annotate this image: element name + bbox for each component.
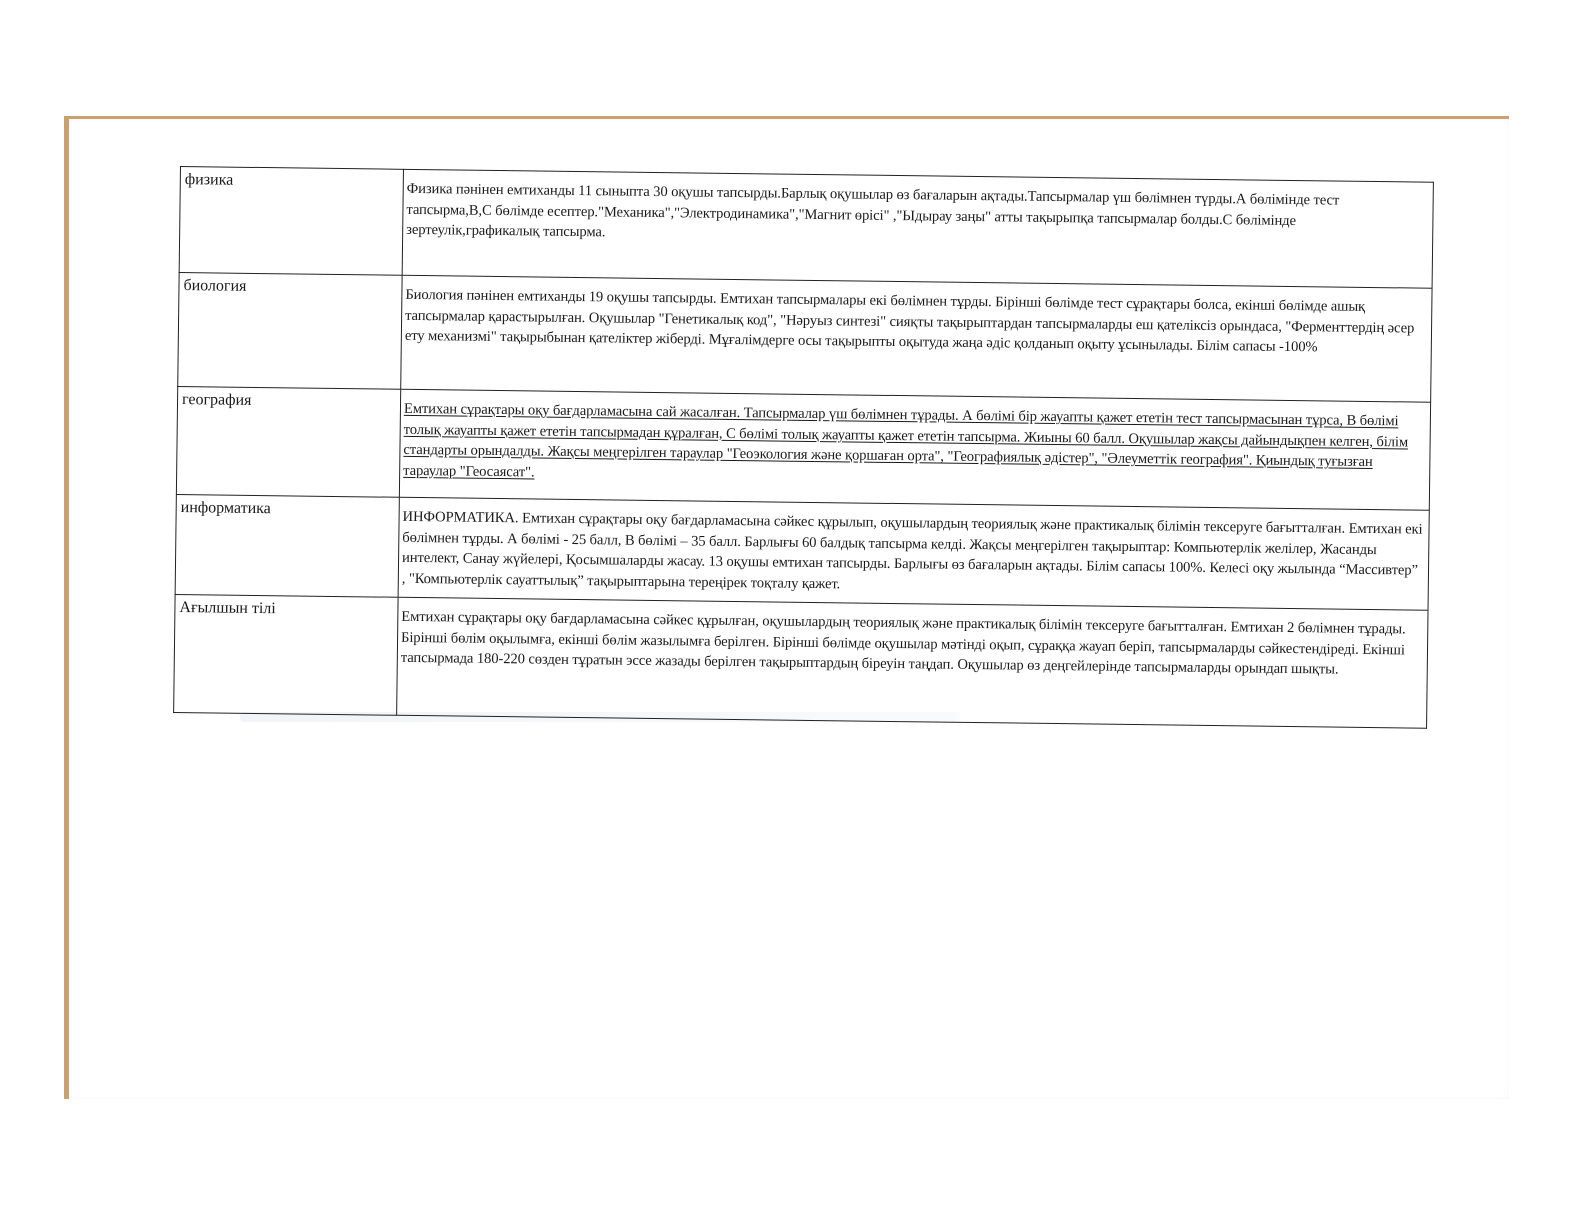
exam-results-table [173, 166, 1434, 729]
description-cell: ИНФОРМАТИКА. Емтихан сұрақтары оқу бағдарламасына сәйкес құрылып, оқушылардың теориялық және практикалық білімін тексеруге бағытталған. Емтихан екі бөлімнен тұрды. А бөлімі - 25 балл, В бөлімі – 35 балл. Барлығы 60 балдық тапсырма келді. Жақсы меңгерілген тақырыптар: Компьютерлік желілер, Жасанды интелект, Санау жүйелері, Қосымшаларды жасау. 13 оқушы емтихан тапсырды. Барлығы өз бағаларын ақтады. Білім сапасы 100%. Келесі оқу жылында “Массивтер” , "Компьютерлік сауаттылық” тақырыптарына тереңірек тоқталу қажет. [398, 497, 1429, 610]
table-row [174, 594, 1428, 728]
subject-cell: география [176, 386, 400, 497]
description-cell: Физика пәнінен емтиханды 11 сыныпта 30 оқушы тапсырды.Барлық оқушылар өз бағаларын ақтады.Тапсырмалар үш бөлімнен түрды.А бөлімінде тест тапсырма,В,С бөлімде есептер."Механика","Электродинамика","Магнит өрісі" ,"Ыдырау заңы" атты тақырыпқа тапсырмалар болды.С бөлімінде зертеулік,графикалық тапсырма. [402, 169, 1433, 288]
subject-cell: биология [178, 272, 402, 389]
description-cell: Емтихан сұрақтары оқу бағдарламасына сай жасалған. Тапсырмалар үш бөлімнен тұрады. А бөлімі бір жауапты қажет ететін тест тапсырмасынан тұрса, В бөлімі толық жауапты қажет ететін тапсырмадан құралған, С бөлімі толық жауапты қажет ететін тапсырма. Жиыны 60 балл. Оқушылар жақсы дайындықпен келген, білім стандарты орындалды. Жақсы меңгерілген тараулар "Геоэкология және қоршаған орта", "Географиялық әдістер", "Әлеуметтік география". Қиындық туғызған тараулар "Геосаясат". [399, 389, 1430, 510]
table-row [179, 167, 1433, 289]
subject-cell: физика [179, 167, 403, 276]
subject-cell: Ағылшын тілі [174, 594, 398, 715]
table-row [175, 494, 1429, 610]
subject-cell: информатика [175, 494, 399, 597]
table-row [176, 386, 1430, 510]
table-row [178, 272, 1432, 402]
description-cell: Емтихан сұрақтары оқу бағдарламасына сәйкес құрылған, оқушылардың теориялық және практикалық білімін тексеруге бағытталған. Емтихан 2 бөлімнен тұрады. Бірінші бөлім оқылымға, екінші бөлім жазылымға берілген. Бірінші бөлімде оқушылар мәтінді оқып, сұраққа жауап беріп, тапсырмаларды сәйкестендіреді. Екінші тапсырмада 180-220 сөзден тұратын эссе жазады берілген тақырыптардың біреуін таңдап. Оқушылар өз деңгейлерінде тапсырмаларды орындап шықты. [397, 597, 1428, 728]
description-cell: Биология пәнінен емтиханды 19 оқушы тапсырды. Емтихан тапсырмалары екі бөлімнен тұрды. Бірінші бөлімде тест сұрақтары болса, екінші бөлімде ашық тапсырмалар қарастырылған. Оқушылар "Генетикалық код", "Нәруыз синтезі" сияқты тақырыптардан тапсырмаларды еш қателіксіз орындаса, "Ферменттердің әсер ету механизмі" тақырыбынан қателіктер жіберді. Мұғалімдерге осы тақырыпты оқытуда жаңа әдіс қолданып оқыту ұсынылады. Білім сапасы -100% [401, 275, 1432, 402]
